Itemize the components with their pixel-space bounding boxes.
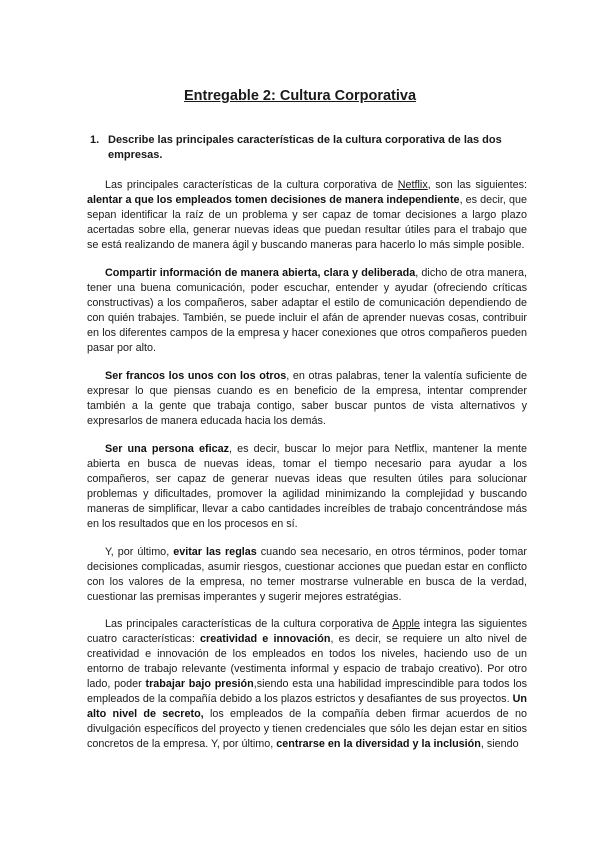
paragraph-eficaz: Ser una persona eficaz, es decir, buscar lo mejor para Netflix, mantener la mente abierta en busca de nuevas ideas, tomar el tiempo necesario para ayudar a los compañeros, ser capaz de generar nuevas ideas que resulten útiles para solucionar problemas y dificultades, promover la agilidad minimizando la complejidad y buscando maneras de simplificar, llevar a cabo cantidades increíbles de trabajo concentrándose más en los resultados que en los procesos en sí. bbox=[87, 443, 527, 530]
paragraph-francos: Ser francos los unos con los otros, en otras palabras, tener la valentía suficiente de expresar lo que piensas cuando es en beneficio de la empresa, intentar comprender también a la gente que trabaja contigo, saber buscar puntos de vista alternativos y expresarlos de manera educada hacia los demás. bbox=[87, 370, 527, 427]
netflix-link[interactable]: Netflix bbox=[397, 179, 428, 191]
question-heading bbox=[90, 133, 515, 163]
paragraph-apple: Las principales características de la cultura corporativa de Apple integra las siguientes cuatro características: creatividad e innovación, es decir, se requiere un alto nivel de creatividad e innovación de los empleados en todos los niveles, haciendo uso de un entorno de trabajo relevante (vestimenta informal y espacio de trabajo creativo). Por otro lado, poder trabajar bajo presión,siendo esta una habilidad imprescindible para todos los empleados de la compañía debido a los plazos estrictos y desafiantes de sus proyectos. Un alto nivel de secreto, los empleados de la compañía deben firmar acuerdos de no divulgación específicos del proyecto y tienen credenciales que sólo les dejan estar en sitios concretos de la empresa. Y, por último, centrarse en la diversidad y la inclusión, siendo bbox=[87, 618, 528, 750]
document-title: Entregable 2: Cultura Corporativa bbox=[183, 88, 417, 104]
paragraph-compartir: Compartir información de manera abierta, clara y deliberada, dicho de otra manera, tener una buena comunicación, poder escuchar, entender y ayudar (ofreciendo críticas constructivas) a los compañeros, saber adaptar el estilo de comunicación dependiendo de con quién trabajes. También, se puede incluir el afán de aprender nuevas cosas, contribuir en los diferentes campos de la empresa y hacer conexiones que otros compañeros pueden pasar por alto. bbox=[87, 267, 527, 354]
question-number: 1. bbox=[90, 134, 100, 146]
paragraph-netflix-intro: Las principales características de la cultura corporativa de Netflix, son las siguientes: alentar a que los empleados tomen decisiones de manera independiente, es decir, que sepan identificar la raíz de un problema y ser capaz de tomar decisiones a largo plazo acertadas sobre ella, generar nuevas ideas que puedan resultar útiles para el trabajo que se está realizando de manera ágil y buscando maneras para hacerlo lo más simple posible. bbox=[87, 179, 528, 251]
question-text: Describe las principales características de la cultura corporativa de las dos empresas. bbox=[108, 134, 502, 161]
paragraph-reglas: Y, por último, evitar las reglas cuando sea necesario, en otros términos, poder tomar decisiones complicadas, asumir riesgos, cuestionar acciones que puedan estar en conflicto con los valores de la empresa, no temer mostrarse vulnerable en busca de la verdad, cuestionar las premisas imperantes y sugerir mejores estratégias. bbox=[87, 546, 527, 603]
apple-link[interactable]: Apple bbox=[392, 618, 420, 630]
